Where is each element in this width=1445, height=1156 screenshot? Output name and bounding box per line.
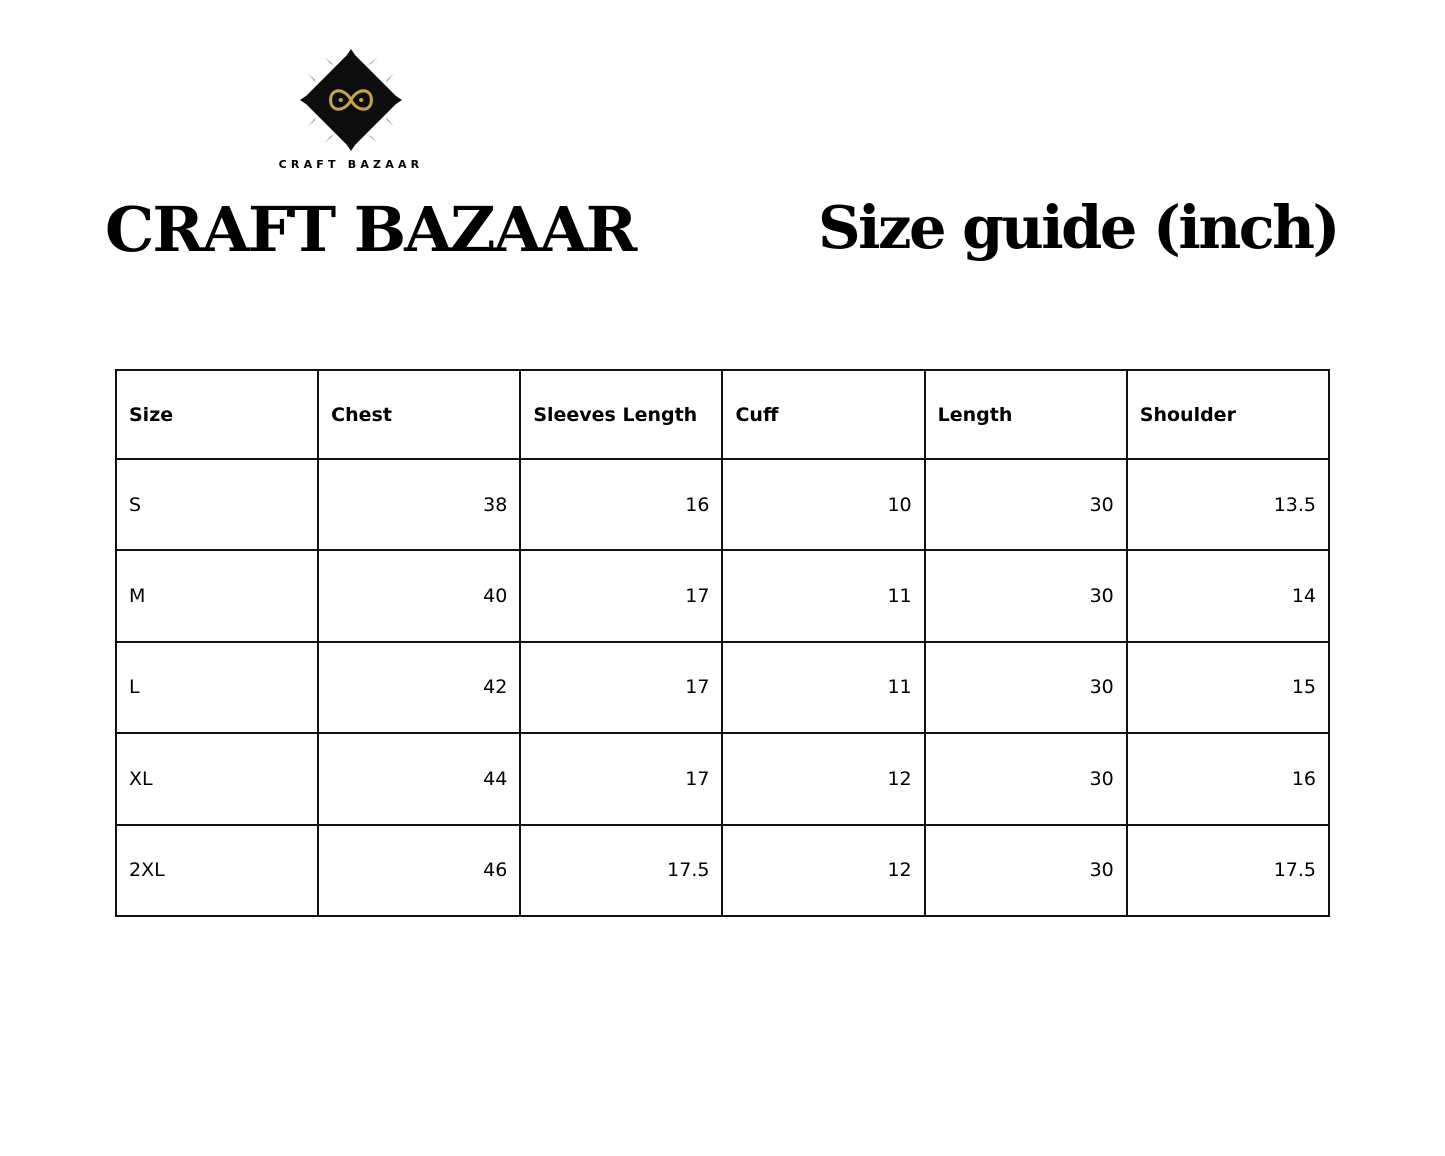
size-cell: M	[116, 550, 318, 641]
length-cell: 30	[925, 550, 1127, 641]
sleeves-length-cell: 17	[520, 642, 722, 733]
length-cell: 30	[925, 733, 1127, 824]
table-row	[116, 550, 1329, 641]
chest-cell: 46	[318, 825, 520, 916]
sleeves-length-cell: 17	[520, 550, 722, 641]
brand-title: CRAFT BAZAAR	[105, 193, 636, 266]
column-header-size: Size	[116, 370, 318, 459]
shoulder-cell: 13.5	[1127, 459, 1329, 550]
size-guide-title: Size guide (inch)	[818, 193, 1338, 262]
table-row	[116, 733, 1329, 824]
column-header-cuff: Cuff	[722, 370, 924, 459]
sleeves-length-cell: 17	[520, 733, 722, 824]
size-cell: L	[116, 642, 318, 733]
logo	[270, 45, 432, 180]
column-header-shoulder: Shoulder	[1127, 370, 1329, 459]
table-row	[116, 825, 1329, 916]
logo-wordmark: CRAFT BAZAAR	[278, 158, 424, 171]
infinity-diamond-logo-icon	[300, 49, 402, 151]
shoulder-cell: 16	[1127, 733, 1329, 824]
chest-cell: 44	[318, 733, 520, 824]
chest-cell: 38	[318, 459, 520, 550]
size-cell: 2XL	[116, 825, 318, 916]
shoulder-cell: 17.5	[1127, 825, 1329, 916]
length-cell: 30	[925, 459, 1127, 550]
column-header-chest: Chest	[318, 370, 520, 459]
chest-cell: 42	[318, 642, 520, 733]
size-cell: XL	[116, 733, 318, 824]
cuff-cell: 11	[722, 550, 924, 641]
table-row	[116, 642, 1329, 733]
table-row	[116, 459, 1329, 550]
size-table	[115, 369, 1330, 917]
cuff-cell: 12	[722, 825, 924, 916]
length-cell: 30	[925, 825, 1127, 916]
sleeves-length-cell: 16	[520, 459, 722, 550]
sleeves-length-cell: 17.5	[520, 825, 722, 916]
length-cell: 30	[925, 642, 1127, 733]
shoulder-cell: 14	[1127, 550, 1329, 641]
chest-cell: 40	[318, 550, 520, 641]
shoulder-cell: 15	[1127, 642, 1329, 733]
cuff-cell: 10	[722, 459, 924, 550]
column-header-length: Length	[925, 370, 1127, 459]
table-header-row	[116, 370, 1329, 459]
cuff-cell: 11	[722, 642, 924, 733]
column-header-sleeves-length: Sleeves Length	[520, 370, 722, 459]
size-cell: S	[116, 459, 318, 550]
cuff-cell: 12	[722, 733, 924, 824]
